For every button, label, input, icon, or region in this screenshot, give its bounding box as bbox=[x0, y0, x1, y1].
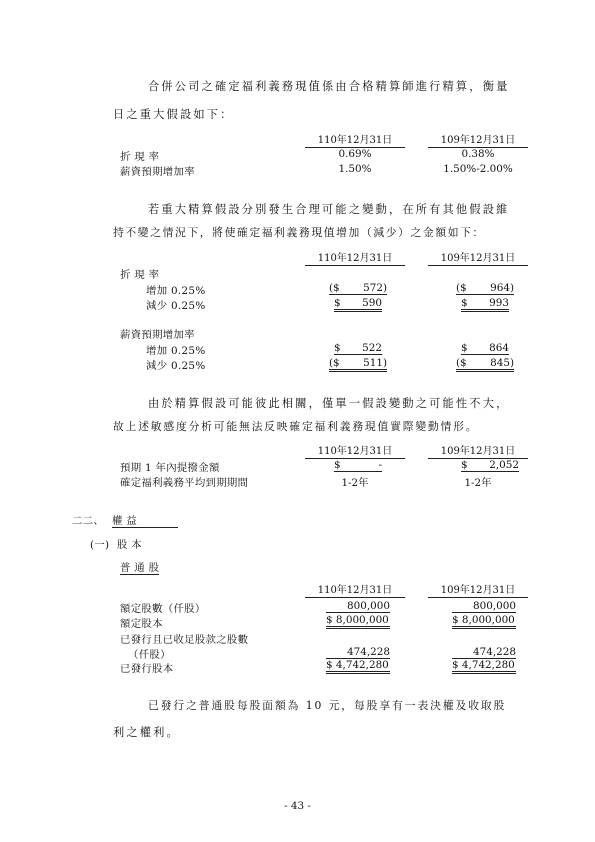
value-salary-increase-2021: 1.50% bbox=[338, 163, 372, 175]
column-header-2020: 109年12月31日 bbox=[428, 442, 528, 459]
value-issued-shares-2021: 474,228 bbox=[326, 646, 390, 659]
value-authorized-capital-2021: $ 8,000,000 bbox=[326, 614, 390, 629]
row-label-authorized-capital: 額定股本 bbox=[120, 618, 163, 630]
row-label-issued-capital: 已發行股本 bbox=[120, 663, 174, 675]
cell-sal-decrease-2021: ($ 511) bbox=[329, 357, 387, 372]
par-value-note-line1: 已發行之普通股每股面額為 10 元，每股享有一表決權及收取股 bbox=[148, 699, 507, 712]
correlation-note-line2: 故上述敏感度分析可能無法反映確定福利義務現值實際變動情形。 bbox=[113, 420, 479, 433]
par-value-note-line2: 利之權利。 bbox=[113, 726, 180, 739]
cell-dr-decrease-2021: $ 590 bbox=[334, 297, 382, 312]
group-label-salary-increase: 薪資預期增加率 bbox=[120, 329, 195, 341]
row-label-expected-contribution: 預期 1 年內提撥金額 bbox=[120, 462, 220, 474]
row-label-decrease: 減少 0.25% bbox=[146, 360, 206, 372]
group-label-discount-rate: 折 現 率 bbox=[120, 269, 160, 281]
sensitivity-intro-line2: 持不變之情況下，將使確定福利義務現值增加（減少）之金額如下： bbox=[113, 226, 485, 239]
column-header-2021: 110年12月31日 bbox=[305, 249, 405, 266]
value-discount-rate-2021: 0.69% bbox=[338, 148, 372, 160]
cell-sal-increase-2020: $ 864 bbox=[461, 342, 509, 354]
value-authorized-capital-2020: $ 8,000,000 bbox=[452, 614, 516, 629]
row-label-salary-increase: 薪資預期增加率 bbox=[120, 166, 195, 178]
row-label-authorized-shares: 額定股數（仟股） bbox=[120, 603, 206, 615]
value-issued-shares-2020: 474,228 bbox=[452, 646, 516, 659]
cell-dr-decrease-2020: $ 993 bbox=[461, 297, 509, 312]
column-header-2020: 109年12月31日 bbox=[428, 581, 528, 598]
common-stock-heading: 普 通 股 bbox=[120, 559, 159, 575]
column-header-2021: 110年12月31日 bbox=[305, 442, 405, 459]
cell-sal-decrease-2020: ($ 845) bbox=[456, 357, 514, 372]
row-label-average-duration: 確定福利義務平均到期期間 bbox=[120, 477, 249, 489]
value-issued-capital-2020: $ 4,742,280 bbox=[452, 659, 516, 674]
column-header-2020: 109年12月31日 bbox=[428, 249, 528, 266]
page-number: - 43 - bbox=[284, 800, 311, 812]
column-header-2021: 110年12月31日 bbox=[305, 131, 405, 148]
subsection-title-share-capital: 股 本 bbox=[117, 539, 142, 551]
cell-sal-increase-2021: $ 522 bbox=[334, 342, 382, 354]
column-header-2020: 109年12月31日 bbox=[428, 131, 528, 148]
cell-dr-increase-2020: ($ 964) bbox=[456, 282, 514, 294]
row-label-increase: 增加 0.25% bbox=[146, 345, 206, 357]
value-authorized-shares-2021: 800,000 bbox=[326, 600, 390, 613]
assumptions-intro-line2: 日之重大假設如下： bbox=[113, 108, 234, 121]
column-header-2021: 110年12月31日 bbox=[305, 581, 405, 598]
row-label-thousands: （仟股） bbox=[128, 649, 171, 661]
section-number: 二二、 bbox=[72, 515, 105, 527]
value-issued-capital-2021: $ 4,742,280 bbox=[326, 659, 390, 674]
row-label-increase: 增加 0.25% bbox=[146, 285, 206, 297]
section-title-equity: 權 益 bbox=[112, 512, 178, 528]
sensitivity-intro-line1: 若重大精算假設分別發生合理可能之變動，在所有其他假設維 bbox=[148, 203, 510, 216]
cell-contribution-2021: $ - bbox=[334, 459, 382, 471]
value-duration-2021: 1-2年 bbox=[341, 477, 369, 489]
value-authorized-shares-2020: 800,000 bbox=[452, 600, 516, 613]
cell-dr-increase-2021: ($ 572) bbox=[329, 282, 387, 294]
subsection-number: (一) bbox=[90, 539, 110, 551]
value-duration-2020: 1-2年 bbox=[464, 477, 492, 489]
row-label-decrease: 減少 0.25% bbox=[146, 300, 206, 312]
row-label-issued-shares: 已發行且已收足股款之股數 bbox=[120, 634, 249, 646]
row-label-discount-rate: 折 現 率 bbox=[120, 151, 160, 163]
value-discount-rate-2020: 0.38% bbox=[461, 148, 495, 160]
value-salary-increase-2020: 1.50%-2.00% bbox=[443, 163, 513, 175]
assumptions-intro-line1: 合併公司之確定福利義務現值係由合格精算師進行精算，衡量 bbox=[148, 80, 510, 93]
cell-contribution-2020: $ 2,052 bbox=[461, 459, 519, 471]
correlation-note-line1: 由於精算假設可能彼此相關，僅單一假設變動之可能性不大， bbox=[148, 397, 510, 410]
